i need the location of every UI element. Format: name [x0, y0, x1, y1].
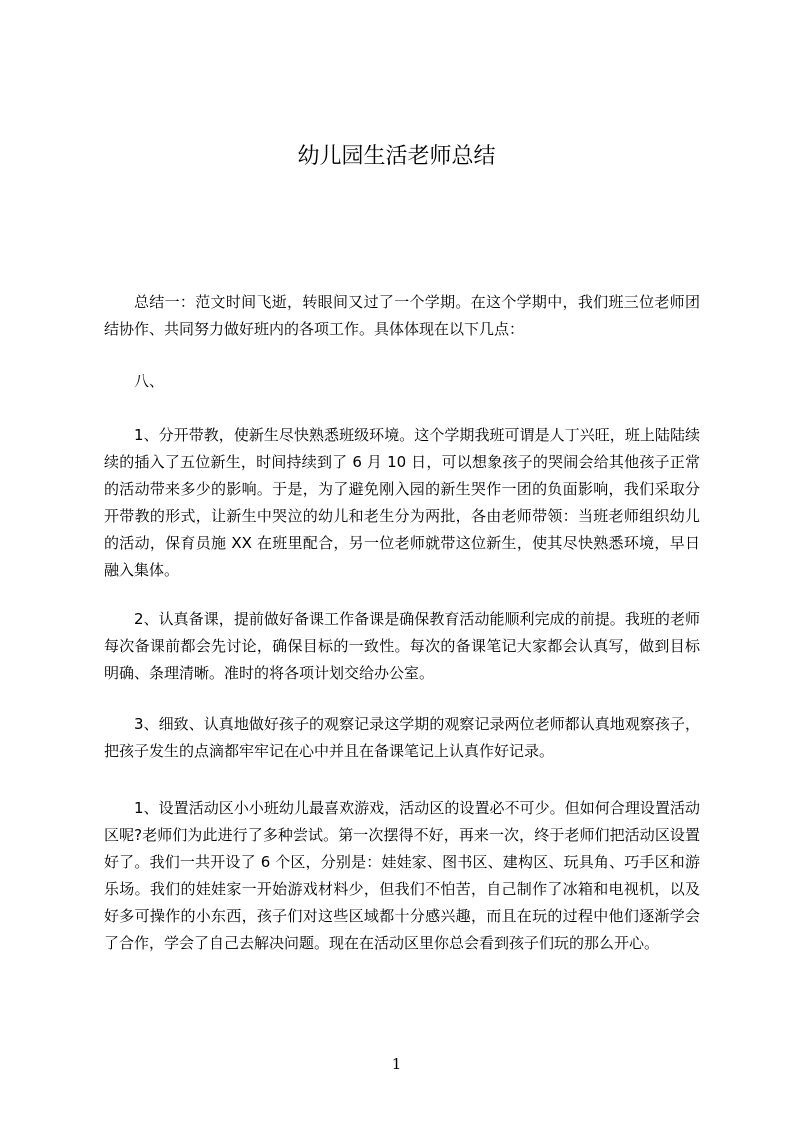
document-title: 幼儿园生活老师总结 — [297, 144, 496, 169]
paragraph-point-1: 1、分开带教，使新生尽快熟悉班级环境。这个学期我班可谓是人丁兴旺，班上陆陆续续的插入了五位新生，时间持续到了 6 月 10 日，可以想象孩子的哭闹会给其他孩子正常的活动带来多少的影响。于是，为了避免刚入园的新生哭作一团的负面影响，我们采取分开带教的形式，让新生中哭泣的幼儿和老生分为两批，各由老师带领：当班老师组织幼儿的活动，保育员施 XX 在班里配合，另一位老师就带这位新生，使其尽快熟悉环境，早日融入集体。 — [104, 426, 700, 579]
paragraph-point-3: 3、细致、认真地做好孩子的观察记录这学期的观察记录两位老师都认真地观察孩子，把孩子发生的点滴都牢牢记在心中并且在备课笔记上认真作好记录。 — [104, 715, 700, 760]
paragraph-section-heading: 八、 — [134, 372, 165, 390]
paragraph-intro: 总结一：范文时间飞逝，转眼间又过了一个学期。在这个学期中，我们班三位老师团结协作、共同努力做好班内的各项工作。具体体现在以下几点： — [104, 293, 700, 338]
paragraph-point-2: 2、认真备课，提前做好备课工作备课是确保教育活动能顺利完成的前提。我班的老师每次备课前都会先讨论，确保目标的一致性。每次的备课笔记大家都会认真写，做到目标明确、条理清晰。准时的将各项计划交给办公室。 — [104, 610, 700, 682]
paragraph-activity-areas: 1、设置活动区小小班幼儿最喜欢游戏，活动区的设置必不可少。但如何合理设置活动区呢?老师们为此进行了多种尝试。第一次摆得不好，再来一次，终于老师们把活动区设置好了。我们一共开设了 6 个区，分别是：娃娃家、图书区、建构区、玩具角、巧手区和游乐场。我们的娃娃家一开始游戏材料少，但我们不怕苦，自己制作了冰箱和电视机，以及好多可操作的小东西，孩子们对这些区域都十分感兴趣，而且在玩的过程中他们逐渐学会了合作，学会了自己去解决问题。现在在活动区里你总会看到孩子们玩的那么开心。 — [104, 799, 700, 952]
page-number: 1 — [391, 1055, 402, 1073]
